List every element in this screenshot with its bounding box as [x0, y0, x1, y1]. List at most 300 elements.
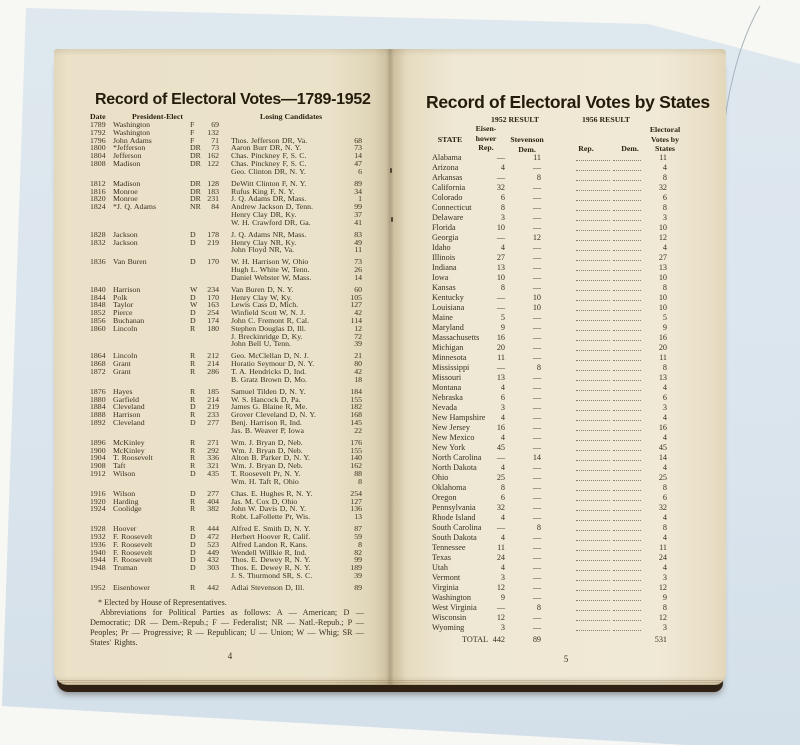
- electoral-votes-cell: 303: [207, 563, 219, 573]
- state-name-cell: New Mexico: [432, 433, 475, 442]
- dotted-line-1956-rep: [576, 403, 610, 411]
- stevenson-1952-cell: —: [532, 323, 541, 332]
- dotted-line-1956-dem: [613, 383, 641, 391]
- dotted-line-1956-rep: [576, 413, 610, 421]
- stevenson-1952-cell: —: [532, 443, 541, 452]
- state-row: [432, 513, 672, 523]
- losing-candidate-cell: Hugh L. White W, Tenn.: [231, 265, 310, 275]
- state-row: [432, 293, 672, 303]
- president-cell: *Jefferson: [113, 143, 146, 153]
- losing-votes-cell: 60: [354, 284, 362, 294]
- dotted-line-1956-dem: [613, 323, 641, 331]
- column-header-1956-rep: Rep.: [578, 144, 594, 153]
- dotted-line-1956-rep: [576, 563, 610, 571]
- year-cell: 1944: [90, 555, 106, 565]
- year-cell: 1832: [90, 237, 106, 247]
- president-cell: Jackson: [113, 229, 138, 239]
- losing-candidate-cell: J. S. Thurmond SR, S. C.: [231, 570, 313, 580]
- dotted-line-1956-rep: [576, 243, 610, 251]
- dotted-line-1956-dem: [613, 503, 641, 511]
- state-name-cell: Colorado: [432, 193, 463, 202]
- total-stevenson-1952: 89: [532, 635, 541, 644]
- eisenhower-1952-cell: —: [496, 603, 505, 612]
- state-row: [432, 353, 672, 363]
- dotted-line-1956-rep: [576, 303, 610, 311]
- electoral-record-row: [90, 286, 362, 294]
- year-cell: 1880: [90, 394, 106, 404]
- state-name-cell: Kentucky: [432, 293, 464, 302]
- dotted-line-1956-dem: [613, 513, 641, 521]
- losing-votes-cell: 1: [358, 194, 362, 204]
- state-name-cell: Georgia: [432, 233, 459, 242]
- state-row: [432, 253, 672, 263]
- party-cell: R: [190, 323, 196, 333]
- dotted-line-1956-rep: [576, 333, 610, 341]
- party-cell: DR: [190, 143, 201, 153]
- dotted-line-1956-dem: [613, 433, 641, 441]
- party-cell: R: [190, 461, 196, 471]
- state-row: [432, 623, 672, 633]
- party-cell: R: [190, 453, 196, 463]
- header-line: Electoral: [649, 125, 681, 134]
- dotted-line-1956-rep: [576, 393, 610, 401]
- president-cell: Grant: [113, 359, 131, 369]
- electoral-votes-cell: 233: [207, 410, 219, 420]
- president-cell: Madison: [113, 178, 141, 188]
- electoral-votes-cell: 27: [658, 253, 667, 262]
- electoral-votes-cell: 442: [207, 582, 219, 592]
- page-number-right: 5: [563, 654, 569, 664]
- electoral-record-row: [90, 427, 362, 435]
- president-cell: Monroe: [113, 194, 138, 204]
- state-row: [432, 183, 672, 193]
- electoral-votes-cell: 277: [207, 488, 219, 498]
- losing-candidate-cell: Wendell Willkie R, Ind.: [231, 547, 307, 557]
- electoral-votes-cell: 16: [658, 423, 667, 432]
- losing-candidate-cell: J. Breckinridge D, Ky.: [231, 331, 303, 341]
- dotted-line-1956-dem: [613, 243, 641, 251]
- losing-candidate-cell: John Bell U, Tenn.: [231, 339, 291, 349]
- eisenhower-1952-cell: 3: [500, 573, 505, 582]
- losing-votes-cell: 83: [354, 229, 362, 239]
- losing-candidate-cell: Wm. H. Taft R, Ohio: [231, 476, 299, 486]
- state-row: [432, 273, 672, 283]
- stevenson-1952-cell: 14: [532, 453, 541, 462]
- year-cell: 1896: [90, 437, 106, 447]
- dotted-line-1956-dem: [613, 153, 641, 161]
- state-row: [432, 423, 672, 433]
- eisenhower-1952-cell: 8: [500, 483, 505, 492]
- year-cell: 1948: [90, 563, 106, 573]
- electoral-votes-cell: 219: [207, 237, 219, 247]
- dotted-line-1956-dem: [613, 463, 641, 471]
- state-name-cell: Rhode Island: [432, 513, 476, 522]
- state-row: [432, 443, 672, 453]
- stevenson-1952-cell: —: [532, 313, 541, 322]
- dotted-line-1956-rep: [576, 183, 610, 191]
- state-name-cell: Massachusetts: [432, 333, 480, 342]
- losing-candidate-cell: John W. Davis D, N. Y.: [231, 504, 307, 514]
- booklet: [54, 49, 726, 685]
- eisenhower-1952-cell: 12: [496, 583, 505, 592]
- stevenson-1952-cell: —: [532, 473, 541, 482]
- eisenhower-1952-cell: 5: [500, 313, 505, 322]
- electoral-votes-cell: 170: [207, 257, 219, 267]
- losing-candidate-cell: James G. Blaine R, Me.: [231, 402, 308, 412]
- losing-votes-cell: 155: [350, 445, 362, 455]
- president-cell: McKinley: [113, 445, 145, 455]
- dotted-line-1956-dem: [613, 443, 641, 451]
- electoral-votes-cell: 404: [207, 496, 219, 506]
- year-cell: 1916: [90, 488, 106, 498]
- stevenson-1952-cell: —: [532, 183, 541, 192]
- electoral-record-row: [90, 376, 362, 384]
- dotted-line-1956-dem: [613, 203, 641, 211]
- dotted-line-1956-dem: [613, 403, 641, 411]
- dotted-line-1956-rep: [576, 483, 610, 491]
- year-cell: 1912: [90, 468, 106, 478]
- losing-votes-cell: 114: [350, 316, 362, 326]
- year-cell: 1936: [90, 539, 106, 549]
- electoral-votes-cell: 212: [207, 351, 219, 361]
- electoral-votes-cell: 254: [207, 308, 219, 318]
- electoral-votes-cell: 185: [207, 386, 219, 396]
- electoral-record-row: [90, 478, 362, 486]
- president-cell: Wilson: [113, 468, 136, 478]
- year-cell: 1852: [90, 308, 106, 318]
- state-name-cell: Louisiana: [432, 303, 465, 312]
- page-title: Record of Electoral Votes—1789-1952: [95, 91, 371, 108]
- dotted-line-1956-rep: [576, 503, 610, 511]
- year-cell: 1876: [90, 386, 106, 396]
- eisenhower-1952-cell: —: [496, 303, 505, 312]
- electoral-votes-cell: 286: [207, 367, 219, 377]
- dotted-line-1956-dem: [613, 423, 641, 431]
- dotted-line-1956-dem: [613, 343, 641, 351]
- losing-votes-cell: 68: [354, 135, 362, 145]
- losing-votes-cell: 89: [354, 178, 362, 188]
- party-cell: R: [190, 359, 196, 369]
- president-cell: Pierce: [113, 308, 133, 318]
- stevenson-1952-cell: —: [532, 553, 541, 562]
- electoral-votes-cell: 178: [207, 229, 219, 239]
- state-name-cell: New York: [432, 443, 466, 452]
- stevenson-1952-cell: —: [532, 543, 541, 552]
- electoral-votes-cell: 4: [662, 563, 667, 572]
- eisenhower-1952-cell: 3: [500, 403, 505, 412]
- electoral-votes-cell: 132: [207, 127, 219, 137]
- party-cell: NR: [190, 202, 201, 212]
- stevenson-1952-cell: —: [532, 263, 541, 272]
- eisenhower-1952-cell: —: [496, 153, 505, 162]
- state-row: [432, 413, 672, 423]
- dotted-line-1956-dem: [613, 183, 641, 191]
- year-cell: 1884: [90, 402, 106, 412]
- losing-votes-cell: 168: [350, 410, 362, 420]
- column-header-electoral-votes: [650, 125, 680, 154]
- losing-candidate-cell: Robt. LaFollette Pr, Wis.: [231, 512, 311, 522]
- losing-candidate-cell: W. H. Harrison W, Ohio: [231, 257, 309, 267]
- eisenhower-1952-cell: 4: [500, 513, 505, 522]
- dotted-line-1956-rep: [576, 573, 610, 581]
- dotted-line-1956-dem: [613, 263, 641, 271]
- dotted-line-1956-rep: [576, 453, 610, 461]
- eisenhower-1952-cell: —: [496, 363, 505, 372]
- column-header-losing-candidates: Losing Candidates: [260, 112, 323, 121]
- electoral-votes-cell: 163: [207, 300, 219, 310]
- losing-candidate-cell: Henry Clay W, Ky.: [231, 292, 292, 302]
- losing-candidate-cell: Chas. E. Hughes R, N. Y.: [231, 488, 313, 498]
- president-cell: Jackson: [113, 237, 138, 247]
- column-header-state: STATE: [437, 135, 463, 144]
- column-header-1956-dem: Dem.: [621, 144, 639, 153]
- losing-candidate-cell: Horatio Seymour D, N. Y.: [231, 359, 315, 369]
- state-name-cell: North Dakota: [432, 463, 477, 472]
- stevenson-1952-cell: —: [532, 563, 541, 572]
- electoral-record-row: [90, 584, 362, 592]
- losing-candidate-cell: W. H. Crawford DR, Ga.: [231, 217, 311, 227]
- electoral-record-row: [90, 505, 362, 513]
- state-name-cell: Ohio: [432, 473, 449, 482]
- year-cell: 1868: [90, 359, 106, 369]
- president-cell: F. Roosevelt: [113, 531, 153, 541]
- electoral-record-row: [90, 211, 362, 219]
- eisenhower-1952-cell: 4: [500, 463, 505, 472]
- state-row: [432, 613, 672, 623]
- state-row: [432, 173, 672, 183]
- state-name-cell: New Hampshire: [432, 413, 486, 422]
- dotted-line-1956-rep: [576, 583, 610, 591]
- president-cell: Taylor: [113, 300, 134, 310]
- stevenson-1952-cell: 8: [536, 523, 541, 532]
- state-name-cell: Mississippi: [432, 363, 470, 372]
- eisenhower-1952-cell: 12: [496, 613, 505, 622]
- party-cell: R: [190, 410, 196, 420]
- stevenson-1952-cell: —: [532, 163, 541, 172]
- party-cell: R: [190, 582, 196, 592]
- losing-votes-cell: 99: [354, 555, 362, 565]
- electoral-record-row: [90, 564, 362, 572]
- dotted-line-1956-rep: [576, 623, 610, 631]
- stevenson-1952-cell: —: [532, 483, 541, 492]
- state-name-cell: Wisconsin: [432, 613, 467, 622]
- electoral-votes-cell: 472: [207, 531, 219, 541]
- electoral-votes-cell: 4: [662, 413, 667, 422]
- losing-candidate-cell: Alton B. Parker D, N. Y.: [231, 453, 310, 463]
- losing-candidate-cell: Grover Cleveland D, N. Y.: [231, 410, 316, 420]
- stevenson-1952-cell: —: [532, 573, 541, 582]
- losing-votes-cell: 136: [350, 504, 362, 514]
- party-cell: D: [190, 237, 196, 247]
- losing-votes-cell: 37: [354, 209, 362, 219]
- eisenhower-1952-cell: 3: [500, 213, 505, 222]
- electoral-record-row: [90, 454, 362, 462]
- state-row: [432, 263, 672, 273]
- stevenson-1952-cell: 10: [532, 293, 541, 302]
- electoral-record-row: [90, 333, 362, 341]
- losing-candidate-cell: T. Roosevelt Pr, N. Y.: [231, 468, 301, 478]
- state-row: [432, 303, 672, 313]
- losing-votes-cell: 182: [350, 402, 362, 412]
- party-cell: DR: [190, 151, 201, 161]
- losing-votes-cell: 6: [358, 166, 362, 176]
- dotted-line-1956-rep: [576, 463, 610, 471]
- president-cell: Hoover: [113, 524, 137, 534]
- electoral-votes-cell: 180: [207, 323, 219, 333]
- dotted-line-1956-rep: [576, 353, 610, 361]
- year-cell: 1900: [90, 445, 106, 455]
- electoral-votes-cell: 8: [662, 173, 667, 182]
- party-cell: R: [190, 504, 196, 514]
- dotted-line-1956-rep: [576, 523, 610, 531]
- losing-candidate-cell: Geo. Clinton DR, N. Y.: [231, 166, 306, 176]
- year-cell: 1848: [90, 300, 106, 310]
- dotted-line-1956-dem: [613, 223, 641, 231]
- year-cell: 1800: [90, 143, 106, 153]
- dotted-line-1956-rep: [576, 163, 610, 171]
- eisenhower-1952-cell: 10: [496, 273, 505, 282]
- state-row: [432, 583, 672, 593]
- dotted-line-1956-dem: [613, 413, 641, 421]
- year-cell: 1888: [90, 410, 106, 420]
- dotted-line-1956-dem: [613, 163, 641, 171]
- dotted-line-1956-dem: [613, 493, 641, 501]
- losing-votes-cell: 11: [354, 245, 362, 255]
- dotted-line-1956-dem: [613, 253, 641, 261]
- spine-gutter: [374, 49, 406, 685]
- eisenhower-1952-cell: 4: [500, 413, 505, 422]
- electoral-votes-cell: 8: [662, 283, 667, 292]
- stevenson-1952-cell: —: [532, 503, 541, 512]
- year-cell: 1892: [90, 418, 106, 428]
- losing-candidate-cell: John C. Fremont R, Cal.: [231, 316, 310, 326]
- stevenson-1952-cell: —: [532, 623, 541, 632]
- dotted-line-1956-rep: [576, 603, 610, 611]
- eisenhower-1952-cell: 16: [496, 423, 505, 432]
- losing-votes-cell: 88: [354, 468, 362, 478]
- party-cell: R: [190, 351, 196, 361]
- losing-votes-cell: 82: [354, 547, 362, 557]
- party-cell: DR: [190, 158, 201, 168]
- eisenhower-1952-cell: 20: [496, 343, 505, 352]
- year-cell: 1920: [90, 496, 106, 506]
- header-line: States: [655, 144, 675, 154]
- losing-votes-cell: 49: [354, 237, 362, 247]
- party-cell: F: [190, 127, 195, 137]
- stevenson-1952-cell: —: [532, 193, 541, 202]
- party-cell: D: [190, 292, 196, 302]
- party-cell: DR: [190, 186, 201, 196]
- electoral-votes-cell: 444: [207, 524, 219, 534]
- stevenson-1952-cell: —: [532, 283, 541, 292]
- electoral-votes-cell: 6: [662, 493, 667, 502]
- electoral-votes-cell: 6: [662, 393, 667, 402]
- electoral-votes-cell: 170: [207, 292, 219, 302]
- electoral-votes-cell: 382: [207, 504, 219, 514]
- state-row: [432, 403, 672, 413]
- electoral-votes-cell: 45: [658, 443, 667, 452]
- footnote-elected-by-house: * Elected by House of Representatives.: [98, 598, 227, 607]
- losing-votes-cell: 72: [354, 331, 362, 341]
- state-row: [432, 363, 672, 373]
- dotted-line-1956-dem: [613, 373, 641, 381]
- dotted-line-1956-dem: [613, 393, 641, 401]
- losing-candidate-cell: Daniel Webster W, Mass.: [231, 272, 312, 282]
- dotted-line-1956-dem: [613, 473, 641, 481]
- year-cell: 1932: [90, 531, 106, 541]
- state-name-cell: Nevada: [432, 403, 458, 412]
- electoral-votes-cell: 24: [658, 553, 667, 562]
- president-cell: Cleveland: [113, 418, 145, 428]
- president-cell: Harrison: [113, 284, 141, 294]
- dotted-line-1956-rep: [576, 213, 610, 221]
- dotted-line-1956-rep: [576, 533, 610, 541]
- dotted-line-1956-rep: [576, 313, 610, 321]
- president-cell: McKinley: [113, 437, 145, 447]
- losing-candidate-cell: Chas. Pinckney F, S. C.: [231, 151, 307, 161]
- electoral-votes-cell: 9: [662, 323, 667, 332]
- president-cell: Buchanan: [113, 316, 145, 326]
- losing-candidate-cell: Rufus King F, N. Y.: [231, 186, 295, 196]
- losing-votes-cell: 155: [350, 394, 362, 404]
- electoral-votes-cell: 73: [211, 143, 219, 153]
- state-row: [432, 343, 672, 353]
- state-name-cell: Iowa: [432, 273, 449, 282]
- party-cell: D: [190, 539, 196, 549]
- dotted-line-1956-rep: [576, 373, 610, 381]
- eisenhower-1952-cell: 4: [500, 533, 505, 542]
- losing-candidate-cell: Lewis Cass D, Mich.: [231, 300, 299, 310]
- electoral-votes-cell: 10: [658, 303, 667, 312]
- dotted-line-1956-dem: [613, 173, 641, 181]
- party-cell: D: [190, 316, 196, 326]
- dotted-line-1956-rep: [576, 263, 610, 271]
- electoral-votes-cell: 214: [207, 359, 219, 369]
- eisenhower-1952-cell: 45: [496, 443, 505, 452]
- president-cell: Washington: [113, 127, 151, 137]
- electoral-votes-cell: 69: [211, 120, 219, 129]
- losing-votes-cell: 73: [354, 143, 362, 153]
- dotted-line-1956-dem: [613, 333, 641, 341]
- dotted-line-1956-rep: [576, 203, 610, 211]
- losing-votes-cell: 39: [354, 570, 362, 580]
- year-cell: 1952: [90, 582, 106, 592]
- president-cell: Coolidge: [113, 504, 142, 514]
- state-name-cell: Utah: [432, 563, 448, 572]
- dotted-line-1956-rep: [576, 283, 610, 291]
- eisenhower-1952-cell: —: [496, 233, 505, 242]
- stevenson-1952-cell: —: [532, 583, 541, 592]
- dotted-line-1956-rep: [576, 443, 610, 451]
- electoral-votes-cell: 9: [662, 593, 667, 602]
- electoral-votes-cell: 4: [662, 243, 667, 252]
- losing-votes-cell: 254: [350, 488, 362, 498]
- state-name-cell: North Carolina: [432, 453, 482, 462]
- year-cell: 1824: [90, 202, 106, 212]
- president-cell: *J. Q. Adams: [113, 202, 157, 212]
- party-cell: R: [190, 367, 196, 377]
- dotted-line-1956-rep: [576, 193, 610, 201]
- state-row: [432, 573, 672, 583]
- state-row: [432, 323, 672, 333]
- losing-candidate-cell: Thos. E. Dewey R, N. Y.: [231, 555, 311, 565]
- state-name-cell: Connecticut: [432, 203, 472, 212]
- dotted-line-1956-rep: [576, 613, 610, 621]
- dotted-line-1956-rep: [576, 363, 610, 371]
- year-cell: 1816: [90, 186, 106, 196]
- party-cell: D: [190, 229, 196, 239]
- eisenhower-1952-cell: 6: [500, 493, 505, 502]
